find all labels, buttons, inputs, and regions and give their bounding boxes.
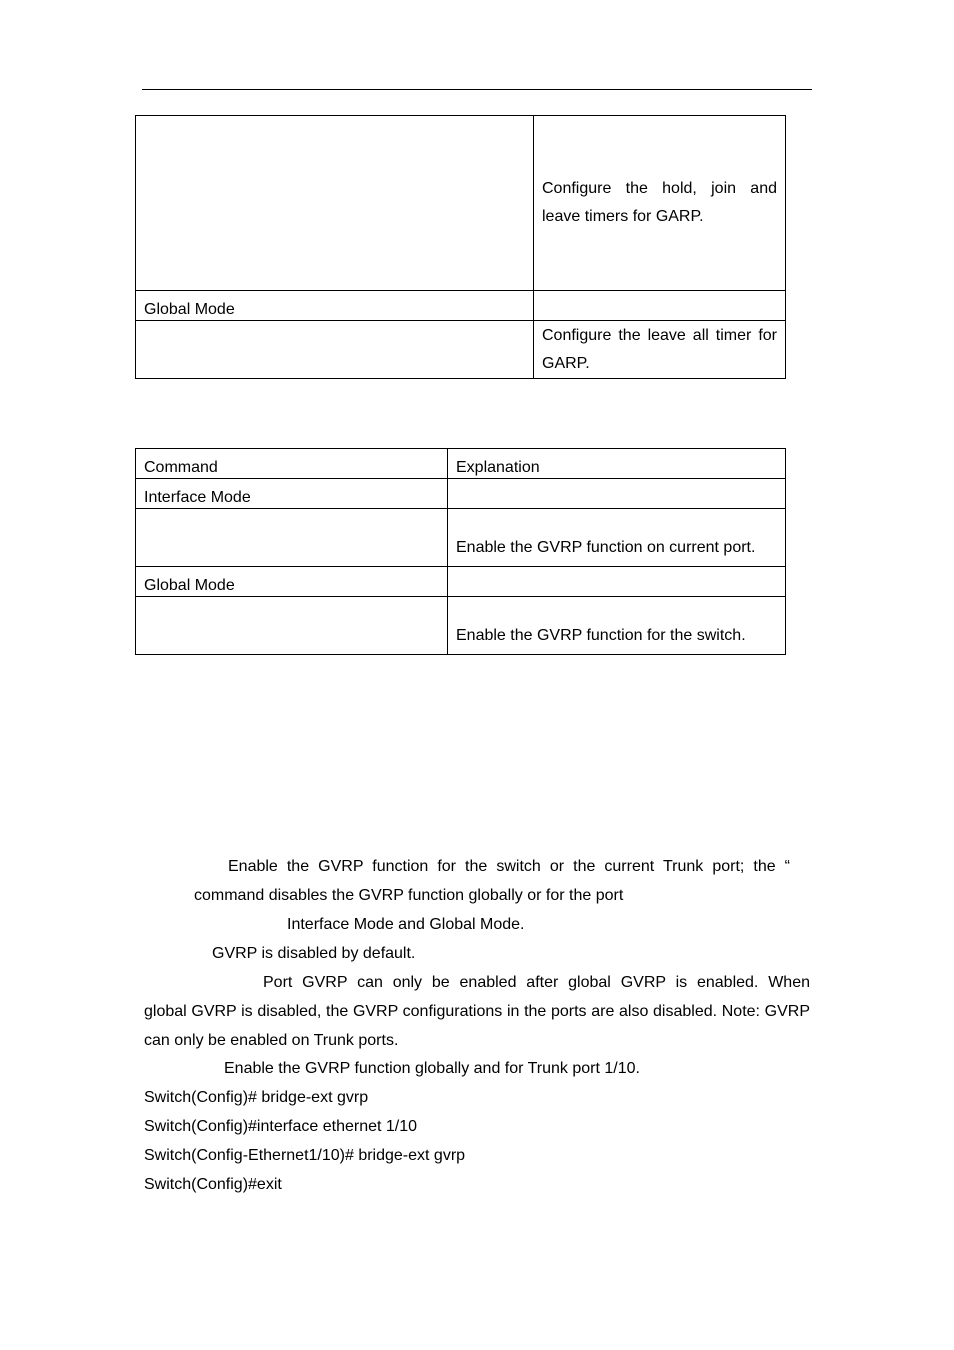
command-mode-text: Interface Mode and Global Mode. [287, 916, 525, 933]
table-row [136, 479, 786, 509]
explanation-cell [448, 479, 786, 509]
code-line: Switch(Config)#exit [144, 1176, 282, 1193]
explanation-cell [534, 291, 786, 321]
usage-text-line1: Port GVRP can only be enabled after global GVRP is enabled. When [263, 974, 810, 991]
code-line: Switch(Config-Ethernet1/10)# bridge-ext gvrp [144, 1147, 466, 1164]
default-text: GVRP is disabled by default. [212, 945, 416, 962]
code-line: Switch(Config)# bridge-ext gvrp [144, 1089, 369, 1106]
explanation-cell: Enable the GVRP function on current port. [448, 509, 786, 567]
usage-text-rest: global GVRP is disabled, the GVRP configurations in the ports are also disabled. Note: GVRP can only be enabled on Trunk ports. [144, 1003, 810, 1049]
table-row [136, 291, 786, 321]
garp-timer-table [135, 115, 786, 379]
mode-cell: Global Mode [136, 567, 448, 597]
explanation-header: Explanation [448, 449, 786, 479]
explanation-cell: Configure the leave all timer for GARP. [534, 321, 786, 379]
mode-cell: Global Mode [136, 291, 534, 321]
table-row [136, 597, 786, 655]
command-header: Command [136, 449, 448, 479]
command-cell [136, 597, 448, 655]
table-header-row [136, 449, 786, 479]
code-line: Switch(Config)#interface ethernet 1/10 [144, 1118, 418, 1135]
gvrp-command-table [135, 448, 786, 655]
table-row [136, 321, 786, 379]
command-cell [136, 116, 534, 291]
function-text-line2: command disables the GVRP function globally or for the port [194, 887, 624, 904]
explanation-cell: Enable the GVRP function for the switch. [448, 597, 786, 655]
mode-cell: Interface Mode [136, 479, 448, 509]
explanation-cell: Configure the hold, join and leave timers for GARP. [534, 116, 786, 291]
command-cell [136, 321, 534, 379]
table-row [136, 116, 786, 291]
command-cell [136, 509, 448, 567]
function-text-line1: Enable the GVRP function for the switch or the current Trunk port; the “ [228, 858, 790, 875]
table-row [136, 509, 786, 567]
table-row [136, 567, 786, 597]
header-rule [142, 89, 812, 90]
explanation-cell [448, 567, 786, 597]
example-text: Enable the GVRP function globally and for Trunk port 1/10. [224, 1060, 640, 1077]
